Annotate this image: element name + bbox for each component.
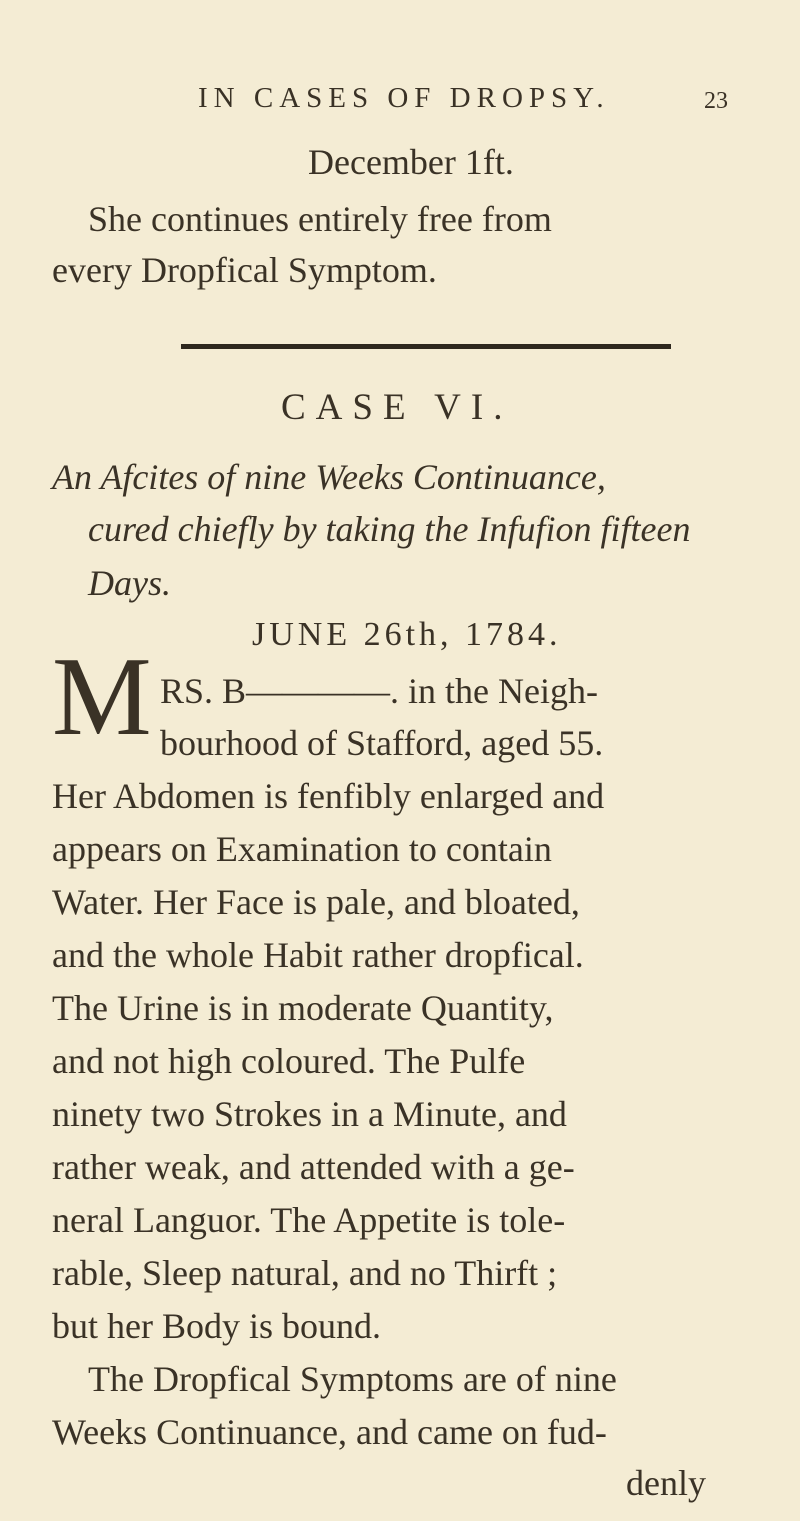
- running-header: IN CASES OF DROPSY.: [198, 82, 610, 114]
- case-subtitle-line: An Afcites of nine Weeks Continuance,: [52, 457, 606, 497]
- text-line: appears on Examination to contain: [52, 829, 552, 869]
- page-number: 23: [704, 88, 728, 114]
- text-line: and not high coloured. The Pulfe: [52, 1041, 526, 1081]
- text-line: neral Languor. The Appetite is tole-: [52, 1200, 566, 1240]
- text-line: RS. B————. in the Neigh-: [160, 671, 598, 711]
- catchword: denly: [626, 1463, 706, 1503]
- text-line: The Urine is in moderate Quantity,: [52, 988, 554, 1028]
- text-line: Her Abdomen is fenfibly enlarged and: [52, 776, 605, 816]
- text-line: rather weak, and attended with a ge-: [52, 1147, 575, 1187]
- text-line: Weeks Continuance, and came on fud-: [52, 1412, 607, 1452]
- case-title: CASE VI.: [281, 387, 513, 428]
- text-line: The Dropfical Symptoms are of nine: [88, 1359, 617, 1399]
- case-subtitle-line: cured chiefly by taking the Infufion fifteen: [88, 509, 691, 549]
- case-dateline: JUNE 26th, 1784.: [252, 616, 562, 653]
- section-rule: [181, 344, 671, 349]
- text-line: She continues entirely free from: [88, 199, 552, 239]
- text-line: Water. Her Face is pale, and bloated,: [52, 882, 580, 922]
- text-line: every Dropfical Symptom.: [52, 250, 437, 290]
- text-line: bourhood of Stafford, aged 55.: [160, 723, 604, 763]
- drop-cap: M: [52, 635, 152, 759]
- text-line: ninety two Strokes in a Minute, and: [52, 1094, 567, 1134]
- text-line: but her Body is bound.: [52, 1306, 381, 1346]
- case-subtitle-line: Days.: [88, 563, 171, 603]
- entry-date: December 1ft.: [308, 142, 514, 182]
- text-line: rable, Sleep natural, and no Thirft ;: [52, 1253, 558, 1293]
- text-line: and the whole Habit rather dropfical.: [52, 935, 584, 975]
